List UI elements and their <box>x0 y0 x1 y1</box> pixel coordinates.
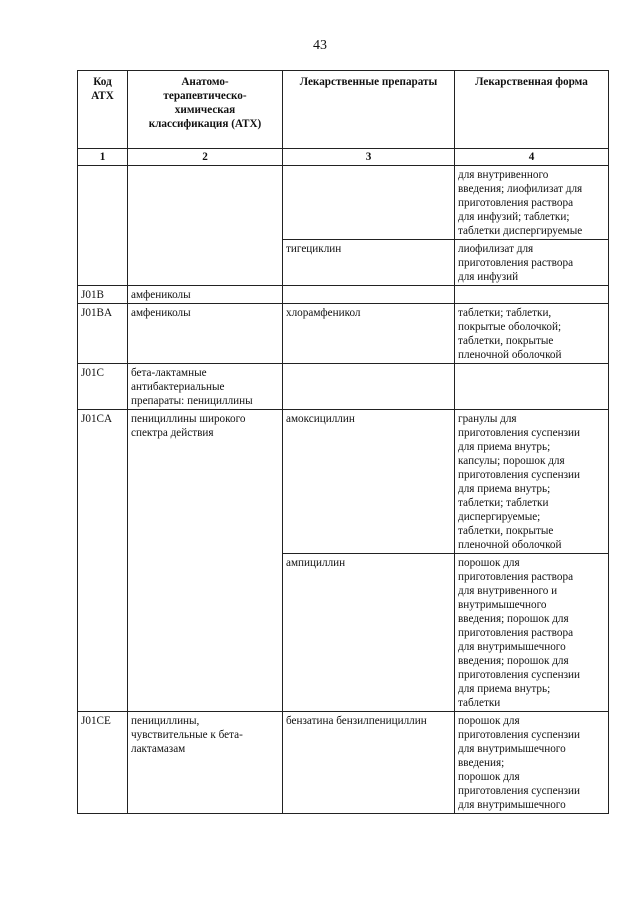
header-line: классификация (АТХ) <box>148 118 262 130</box>
classification-cell <box>128 166 283 286</box>
dosage-form-lines <box>458 714 605 812</box>
dosage-form-line: таблетки диспергируемые <box>458 225 583 237</box>
classification-lines <box>131 714 279 756</box>
dosage-form-line: для инфузий <box>458 271 519 283</box>
classification-cell <box>128 410 283 712</box>
classification-line: пенициллины широкого <box>131 413 246 425</box>
drug-name-cell: амоксициллин <box>283 410 455 554</box>
dosage-form-line: диспергируемые; <box>458 511 541 523</box>
dosage-form-lines <box>458 242 605 284</box>
classification-cell <box>128 304 283 364</box>
dosage-form-line: приготовления раствора <box>458 571 574 583</box>
dosage-form-line: гранулы для <box>458 413 517 425</box>
page-number: 43 <box>313 38 327 53</box>
dosage-form-cell <box>455 240 609 286</box>
classification-line: амфениколы <box>131 289 191 301</box>
header-drugs <box>283 71 455 149</box>
dosage-form-line: для инфузий; таблетки; <box>458 211 570 223</box>
table-row <box>78 712 609 814</box>
dosage-form-cell <box>455 286 609 304</box>
classification-line: препараты: пенициллины <box>131 395 253 407</box>
dosage-form-line: приготовления суспензии <box>458 729 580 741</box>
dosage-form-cell <box>455 410 609 554</box>
classification-line: пенициллины, <box>131 715 200 727</box>
dosage-form-line: для приема внутрь; <box>458 483 551 495</box>
dosage-form-lines <box>458 556 605 710</box>
header-line: Код <box>93 76 112 88</box>
table-body <box>78 166 609 814</box>
dosage-form-line: приготовления суспензии <box>458 469 580 481</box>
atx-code-cell: J01B <box>78 286 128 304</box>
header-line: Лекарственная форма <box>475 76 588 88</box>
dosage-form-line: пленочной оболочкой <box>458 539 562 551</box>
drug-name-cell <box>283 166 455 240</box>
atx-code-cell: J01CE <box>78 712 128 814</box>
classification-line: лактамазам <box>131 743 186 755</box>
header-line: Лекарственные препараты <box>299 76 438 88</box>
dosage-form-line: таблетки; таблетки <box>458 497 549 509</box>
dosage-form-line: для внутримышечного <box>458 799 566 811</box>
dosage-form-line: введения; порошок для <box>458 655 569 667</box>
atx-code-cell: J01CA <box>78 410 128 712</box>
dosage-form-cell <box>455 304 609 364</box>
column-number: 2 <box>128 149 283 166</box>
dosage-form-lines <box>458 168 605 238</box>
header-drugs-lines <box>286 75 451 89</box>
header-classification-lines <box>131 75 279 131</box>
table-row <box>78 166 609 240</box>
dosage-form-line: введения; <box>458 757 505 769</box>
classification-cell <box>128 712 283 814</box>
classification-lines <box>131 288 279 302</box>
column-number: 4 <box>455 149 609 166</box>
header-form <box>455 71 609 149</box>
column-number: 1 <box>78 149 128 166</box>
classification-cell <box>128 364 283 410</box>
header-line: Анатомо- <box>181 76 229 88</box>
classification-line: чувствительные к бета- <box>131 729 243 741</box>
dosage-form-line: капсулы; порошок для <box>458 455 565 467</box>
classification-cell <box>128 286 283 304</box>
column-number-row <box>78 149 609 166</box>
dosage-form-line: для внутривенного <box>458 169 549 181</box>
atx-code-cell: J01BA <box>78 304 128 364</box>
dosage-form-line: для приема внутрь; <box>458 683 551 695</box>
dosage-form-line: для внутримышечного <box>458 743 566 755</box>
dosage-form-line: введения; порошок для <box>458 613 569 625</box>
classification-line: бета-лактамные <box>131 367 207 379</box>
dosage-form-line: приготовления раствора <box>458 627 574 639</box>
dosage-form-line: приготовления суспензии <box>458 427 580 439</box>
classification-lines <box>131 366 279 408</box>
dosage-form-line: для внутривенного и <box>458 585 558 597</box>
header-form-lines <box>458 75 605 89</box>
dosage-form-line: приготовления раствора <box>458 197 574 209</box>
dosage-form-line: для приема внутрь; <box>458 441 551 453</box>
header-code <box>78 71 128 149</box>
atx-table <box>77 70 609 814</box>
dosage-form-cell <box>455 166 609 240</box>
drug-name-cell: хлорамфеникол <box>283 304 455 364</box>
dosage-form-line: лиофилизат для <box>458 243 534 255</box>
dosage-form-line: покрытые оболочкой; <box>458 321 562 333</box>
dosage-form-line: порошок для <box>458 557 520 569</box>
dosage-form-cell <box>455 364 609 410</box>
dosage-form-line: порошок для <box>458 715 520 727</box>
dosage-form-line: внутримышечного <box>458 599 547 611</box>
table-row <box>78 286 609 304</box>
classification-lines <box>131 412 279 440</box>
drug-name-cell <box>283 286 455 304</box>
classification-line: амфениколы <box>131 307 191 319</box>
dosage-form-line: таблетки <box>458 697 501 709</box>
dosage-form-line: введения; лиофилизат для <box>458 183 583 195</box>
header-classification <box>128 71 283 149</box>
dosage-form-line: приготовления суспензии <box>458 669 580 681</box>
classification-line: спектра действия <box>131 427 214 439</box>
classification-line: антибактериальные <box>131 381 225 393</box>
header-code-lines <box>81 75 124 103</box>
dosage-form-line: пленочной оболочкой <box>458 349 562 361</box>
dosage-form-cell <box>455 554 609 712</box>
classification-lines <box>131 306 279 320</box>
atx-code-cell: J01C <box>78 364 128 410</box>
dosage-form-line: таблетки; таблетки, <box>458 307 552 319</box>
header-line: химическая <box>174 104 236 116</box>
header-row <box>78 71 609 149</box>
drug-name-cell: ампициллин <box>283 554 455 712</box>
drug-name-cell: бензатина бензилпенициллин <box>283 712 455 814</box>
dosage-form-lines <box>458 412 605 552</box>
drug-name-cell <box>283 364 455 410</box>
header-line: АТХ <box>91 90 114 102</box>
dosage-form-line: порошок для <box>458 771 520 783</box>
atx-code-cell <box>78 166 128 286</box>
dosage-form-line: приготовления раствора <box>458 257 574 269</box>
header-line: терапевтическо- <box>163 90 247 102</box>
table-row <box>78 410 609 554</box>
dosage-form-line: таблетки, покрытые <box>458 335 554 347</box>
dosage-form-line: приготовления суспензии <box>458 785 580 797</box>
column-number: 3 <box>283 149 455 166</box>
dosage-form-cell <box>455 712 609 814</box>
drug-name-cell: тигециклин <box>283 240 455 286</box>
table-row <box>78 304 609 364</box>
dosage-form-line: таблетки, покрытые <box>458 525 554 537</box>
dosage-form-line: для внутримышечного <box>458 641 566 653</box>
dosage-form-lines <box>458 306 605 362</box>
table-row <box>78 364 609 410</box>
